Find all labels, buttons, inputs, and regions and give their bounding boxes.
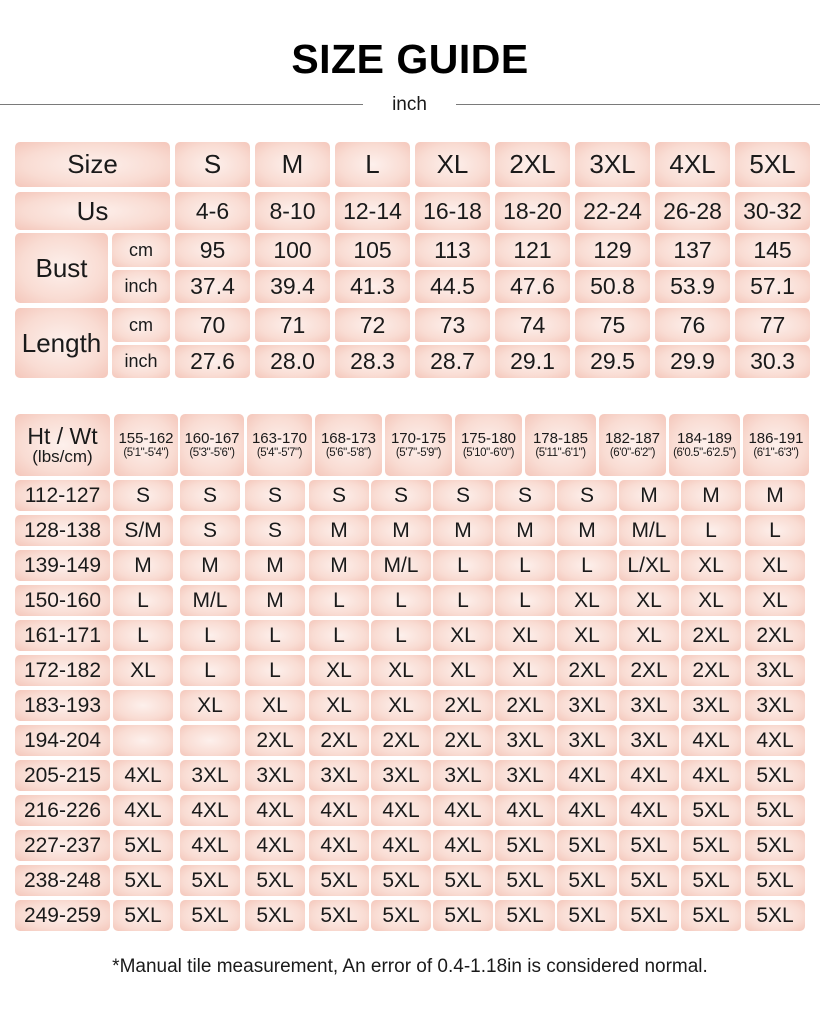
bust-cm-cell: 100 — [255, 233, 330, 267]
bust-cm-cell: 129 — [575, 233, 650, 267]
fit-size-cell: XL — [245, 690, 305, 721]
fit-size-cell: 5XL — [495, 830, 555, 861]
fit-size-cell: XL — [433, 655, 493, 686]
weight-row-header: 172-182 — [15, 655, 110, 686]
height-column-header — [180, 414, 244, 476]
fit-size-cell: 2XL — [745, 620, 805, 651]
height-cm: 155-162 — [118, 430, 174, 448]
bust-inch-cell: 37.4 — [175, 270, 250, 303]
fit-size-cell: 4XL — [309, 830, 369, 861]
bust-cm-cell: 145 — [735, 233, 810, 267]
weight-row-header: 216-226 — [15, 795, 110, 826]
height-column-header — [743, 414, 809, 476]
fit-size-cell: 5XL — [745, 795, 805, 826]
fit-size-cell: XL — [557, 585, 617, 616]
fit-size-cell: S — [113, 480, 173, 511]
fit-size-cell — [113, 690, 173, 721]
us-size-cell: 12-14 — [335, 192, 410, 230]
size-header-3xl: 3XL — [575, 142, 650, 187]
fit-size-cell: XL — [745, 550, 805, 581]
bust-inch-cell: 41.3 — [335, 270, 410, 303]
fit-size-cell: L — [433, 550, 493, 581]
fit-size-cell: L — [309, 585, 369, 616]
height-column-header — [385, 414, 452, 476]
length-cm-cell: 72 — [335, 308, 410, 342]
fit-size-cell: 4XL — [557, 760, 617, 791]
fit-size-cell: 5XL — [245, 900, 305, 931]
height-cm: 170-175 — [390, 430, 447, 448]
weight-row-header: 249-259 — [15, 900, 110, 931]
fit-size-cell: 3XL — [681, 690, 741, 721]
fit-size-cell: M/L — [371, 550, 431, 581]
fit-size-cell: 4XL — [619, 760, 679, 791]
fit-size-cell: 2XL — [433, 690, 493, 721]
fit-size-cell: 4XL — [557, 795, 617, 826]
fit-size-cell: M — [245, 550, 305, 581]
fit-size-cell: S — [309, 480, 369, 511]
weight-row-header: 183-193 — [15, 690, 110, 721]
fit-size-cell: 5XL — [557, 865, 617, 896]
fit-size-cell: M — [309, 550, 369, 581]
bust-cm-label: cm — [112, 233, 170, 267]
fit-size-cell: 3XL — [619, 690, 679, 721]
weight-row-header: 205-215 — [15, 760, 110, 791]
fit-size-cell: 5XL — [495, 900, 555, 931]
weight-row-header: 227-237 — [15, 830, 110, 861]
fit-size-cell: 4XL — [619, 795, 679, 826]
fit-size-cell: XL — [619, 620, 679, 651]
fit-size-cell: M — [309, 515, 369, 546]
length-cm-label: cm — [112, 308, 170, 342]
fit-size-cell: M — [619, 480, 679, 511]
fit-size-cell: L — [681, 515, 741, 546]
fit-size-cell: S — [557, 480, 617, 511]
fit-size-cell: L — [309, 620, 369, 651]
height-cm: 168-173 — [320, 430, 377, 448]
fit-size-cell: 5XL — [619, 900, 679, 931]
length-cm-cell: 76 — [655, 308, 730, 342]
fit-size-cell: 2XL — [495, 690, 555, 721]
size-header-4xl: 4XL — [655, 142, 730, 187]
fit-size-cell: L — [113, 585, 173, 616]
fit-size-cell: 5XL — [309, 900, 369, 931]
height-column-header — [315, 414, 382, 476]
fit-size-cell: 4XL — [245, 830, 305, 861]
us-size-cell: 22-24 — [575, 192, 650, 230]
fit-size-cell: L — [495, 585, 555, 616]
fit-size-cell: 4XL — [681, 725, 741, 756]
fit-size-cell: M — [681, 480, 741, 511]
fit-size-cell — [180, 725, 240, 756]
height-ft: (5'6"-5'8") — [325, 446, 372, 459]
fit-size-cell: L — [245, 655, 305, 686]
height-cm: 182-187 — [604, 430, 661, 448]
fit-size-cell: 5XL — [495, 865, 555, 896]
fit-size-cell: M — [433, 515, 493, 546]
fit-size-cell: L — [113, 620, 173, 651]
fit-size-cell: 3XL — [180, 760, 240, 791]
fit-size-cell: M — [745, 480, 805, 511]
length-inch-cell: 29.1 — [495, 345, 570, 378]
size-header-2xl: 2XL — [495, 142, 570, 187]
fit-size-cell: L/XL — [619, 550, 679, 581]
fit-size-cell: S — [180, 515, 240, 546]
fit-size-cell: 3XL — [495, 725, 555, 756]
length-row-label: Length — [15, 308, 108, 378]
fit-size-cell: 5XL — [113, 830, 173, 861]
length-inch-cell: 30.3 — [735, 345, 810, 378]
fit-size-cell: 4XL — [113, 760, 173, 791]
height-cm: 163-170 — [251, 430, 308, 448]
fit-size-cell: S — [433, 480, 493, 511]
height-cm: 186-191 — [748, 430, 804, 448]
fit-size-cell: 3XL — [557, 690, 617, 721]
fit-size-cell: 4XL — [113, 795, 173, 826]
height-ft: (5'10"-6'0") — [462, 446, 515, 459]
length-inch-cell: 29.9 — [655, 345, 730, 378]
us-size-cell: 26-28 — [655, 192, 730, 230]
length-inch-label: inch — [112, 345, 170, 378]
fit-size-cell: M/L — [619, 515, 679, 546]
us-size-cell: 18-20 — [495, 192, 570, 230]
fit-size-cell: XL — [495, 620, 555, 651]
height-column-header — [247, 414, 312, 476]
fit-size-cell: XL — [619, 585, 679, 616]
fit-size-cell: XL — [113, 655, 173, 686]
fit-size-cell: 3XL — [619, 725, 679, 756]
bust-inch-cell: 57.1 — [735, 270, 810, 303]
fit-size-cell: XL — [495, 655, 555, 686]
length-cm-cell: 71 — [255, 308, 330, 342]
height-column-header — [599, 414, 666, 476]
length-cm-cell: 74 — [495, 308, 570, 342]
fit-size-cell: S — [245, 515, 305, 546]
fit-size-cell — [113, 725, 173, 756]
fit-size-cell: 4XL — [745, 725, 805, 756]
fit-size-cell: 5XL — [681, 900, 741, 931]
bust-cm-cell: 95 — [175, 233, 250, 267]
weight-row-header: 194-204 — [15, 725, 110, 756]
fit-size-cell: 5XL — [681, 865, 741, 896]
size-header-l: L — [335, 142, 410, 187]
fit-size-cell: S — [245, 480, 305, 511]
fit-size-cell: L — [180, 655, 240, 686]
fit-size-cell: 4XL — [371, 795, 431, 826]
fit-size-cell: S — [495, 480, 555, 511]
fit-size-cell: 5XL — [745, 865, 805, 896]
fit-size-cell: 3XL — [745, 690, 805, 721]
fit-size-cell: L — [180, 620, 240, 651]
fit-size-cell: S — [371, 480, 431, 511]
height-cm: 184-189 — [676, 430, 733, 448]
fit-size-cell: 5XL — [113, 865, 173, 896]
fit-size-cell: 5XL — [180, 900, 240, 931]
fit-size-cell: XL — [433, 620, 493, 651]
fit-size-cell: 4XL — [433, 795, 493, 826]
fit-size-cell: 5XL — [180, 865, 240, 896]
fit-size-cell: 4XL — [309, 795, 369, 826]
header-line-2: (lbs/cm) — [32, 447, 93, 467]
fit-size-cell: M — [245, 585, 305, 616]
us-size-cell: 8-10 — [255, 192, 330, 230]
height-ft: (6'1"-6'3") — [753, 446, 799, 459]
size-header-label: Size — [15, 142, 170, 187]
bust-inch-cell: 44.5 — [415, 270, 490, 303]
height-ft: (5'1"-5'4") — [123, 446, 169, 459]
bust-inch-cell: 50.8 — [575, 270, 650, 303]
bust-inch-cell: 47.6 — [495, 270, 570, 303]
fit-size-cell: 5XL — [433, 900, 493, 931]
fit-size-cell: XL — [681, 550, 741, 581]
fit-size-cell: 2XL — [309, 725, 369, 756]
us-size-cell: 16-18 — [415, 192, 490, 230]
fit-size-cell: S — [180, 480, 240, 511]
page-title: SIZE GUIDE — [291, 36, 529, 82]
fit-size-cell: 5XL — [745, 900, 805, 931]
fit-size-cell: XL — [557, 620, 617, 651]
fit-size-cell: XL — [371, 690, 431, 721]
fit-size-cell: 5XL — [557, 830, 617, 861]
bust-inch-cell: 39.4 — [255, 270, 330, 303]
height-ft: (5'7"-5'9") — [395, 446, 442, 459]
fit-size-cell: 3XL — [495, 760, 555, 791]
length-cm-cell: 75 — [575, 308, 650, 342]
fit-size-cell: 5XL — [309, 865, 369, 896]
fit-size-cell: XL — [681, 585, 741, 616]
fit-size-cell: 4XL — [433, 830, 493, 861]
height-ft: (5'3"-5'6") — [189, 446, 235, 459]
fit-size-cell: 5XL — [681, 830, 741, 861]
length-inch-cell: 28.0 — [255, 345, 330, 378]
fit-size-cell: 5XL — [113, 900, 173, 931]
fit-size-cell: 4XL — [180, 830, 240, 861]
unit-divider — [0, 92, 820, 118]
fit-size-cell: L — [557, 550, 617, 581]
bust-cm-cell: 113 — [415, 233, 490, 267]
fit-size-cell: L — [371, 585, 431, 616]
weight-row-header: 139-149 — [15, 550, 110, 581]
fit-size-cell: XL — [309, 655, 369, 686]
fit-size-cell: XL — [371, 655, 431, 686]
fit-size-cell: L — [495, 550, 555, 581]
fit-size-cell: L — [371, 620, 431, 651]
bust-cm-cell: 121 — [495, 233, 570, 267]
fit-size-cell: 3XL — [309, 760, 369, 791]
divider-line-right — [456, 104, 820, 105]
size-header-xl: XL — [415, 142, 490, 187]
fit-size-cell: M/L — [180, 585, 240, 616]
size-header-s: S — [175, 142, 250, 187]
fit-size-cell: 4XL — [245, 795, 305, 826]
length-inch-cell: 28.7 — [415, 345, 490, 378]
height-cm: 175-180 — [460, 430, 517, 448]
height-ft: (6'0"-6'2") — [609, 446, 656, 459]
bust-cm-cell: 137 — [655, 233, 730, 267]
fit-size-cell: 5XL — [619, 830, 679, 861]
fit-size-cell: 2XL — [681, 655, 741, 686]
bust-row-label: Bust — [15, 233, 108, 303]
height-column-header — [455, 414, 522, 476]
length-inch-cell: 27.6 — [175, 345, 250, 378]
height-cm: 160-167 — [184, 430, 240, 448]
fit-size-cell: M — [495, 515, 555, 546]
fit-size-cell: 5XL — [745, 760, 805, 791]
fit-size-cell: 2XL — [371, 725, 431, 756]
us-row-label: Us — [15, 192, 170, 230]
fit-size-cell: 2XL — [433, 725, 493, 756]
height-cm: 178-185 — [532, 430, 589, 448]
height-weight-header — [15, 414, 110, 476]
fit-size-cell: 5XL — [371, 900, 431, 931]
fit-size-cell: 5XL — [371, 865, 431, 896]
fit-size-cell: M — [180, 550, 240, 581]
fit-size-cell: S/M — [113, 515, 173, 546]
unit-label: inch — [392, 94, 427, 115]
size-header-5xl: 5XL — [735, 142, 810, 187]
height-ft: (5'4"-5'7") — [256, 446, 303, 459]
fit-size-cell: 4XL — [180, 795, 240, 826]
fit-size-cell: 3XL — [245, 760, 305, 791]
fit-size-cell: 2XL — [245, 725, 305, 756]
weight-row-header: 238-248 — [15, 865, 110, 896]
fit-size-cell: 3XL — [371, 760, 431, 791]
bust-inch-label: inch — [112, 270, 170, 303]
length-cm-cell: 77 — [735, 308, 810, 342]
bust-inch-cell: 53.9 — [655, 270, 730, 303]
fit-size-cell: 4XL — [495, 795, 555, 826]
bust-cm-cell: 105 — [335, 233, 410, 267]
fit-size-cell: M — [557, 515, 617, 546]
fit-size-cell: XL — [180, 690, 240, 721]
fit-size-cell: 3XL — [433, 760, 493, 791]
height-column-header — [525, 414, 596, 476]
fit-size-cell: 5XL — [557, 900, 617, 931]
length-cm-cell: 73 — [415, 308, 490, 342]
measurement-note: *Manual tile measurement, An error of 0.4-1.18in is considered normal. — [112, 956, 708, 977]
fit-size-cell: M — [113, 550, 173, 581]
height-ft: (6'0.5"-6'2.5") — [673, 446, 736, 459]
length-cm-cell: 70 — [175, 308, 250, 342]
divider-line-left — [0, 104, 363, 105]
height-column-header — [114, 414, 178, 476]
fit-size-cell: 2XL — [619, 655, 679, 686]
fit-size-cell: L — [745, 515, 805, 546]
size-header-m: M — [255, 142, 330, 187]
height-column-header — [669, 414, 740, 476]
length-inch-cell: 29.5 — [575, 345, 650, 378]
fit-size-cell: L — [245, 620, 305, 651]
fit-size-cell: 2XL — [681, 620, 741, 651]
fit-size-cell: M — [371, 515, 431, 546]
fit-size-cell: XL — [309, 690, 369, 721]
fit-size-cell: 5XL — [245, 865, 305, 896]
fit-size-cell: 3XL — [745, 655, 805, 686]
us-size-cell: 30-32 — [735, 192, 810, 230]
header-line-1: Ht / Wt — [27, 423, 98, 449]
fit-size-cell: 2XL — [557, 655, 617, 686]
fit-size-cell: L — [433, 585, 493, 616]
fit-size-cell: 4XL — [681, 760, 741, 791]
length-inch-cell: 28.3 — [335, 345, 410, 378]
weight-row-header: 128-138 — [15, 515, 110, 546]
fit-size-cell: 5XL — [745, 830, 805, 861]
fit-size-cell: XL — [745, 585, 805, 616]
fit-size-cell: 5XL — [619, 865, 679, 896]
weight-row-header: 150-160 — [15, 585, 110, 616]
fit-size-cell: 4XL — [371, 830, 431, 861]
fit-size-cell: 3XL — [557, 725, 617, 756]
fit-size-cell: 5XL — [433, 865, 493, 896]
height-ft: (5'11"-6'1") — [535, 446, 586, 459]
weight-row-header: 161-171 — [15, 620, 110, 651]
weight-row-header: 112-127 — [15, 480, 110, 511]
us-size-cell: 4-6 — [175, 192, 250, 230]
fit-size-cell: 5XL — [681, 795, 741, 826]
